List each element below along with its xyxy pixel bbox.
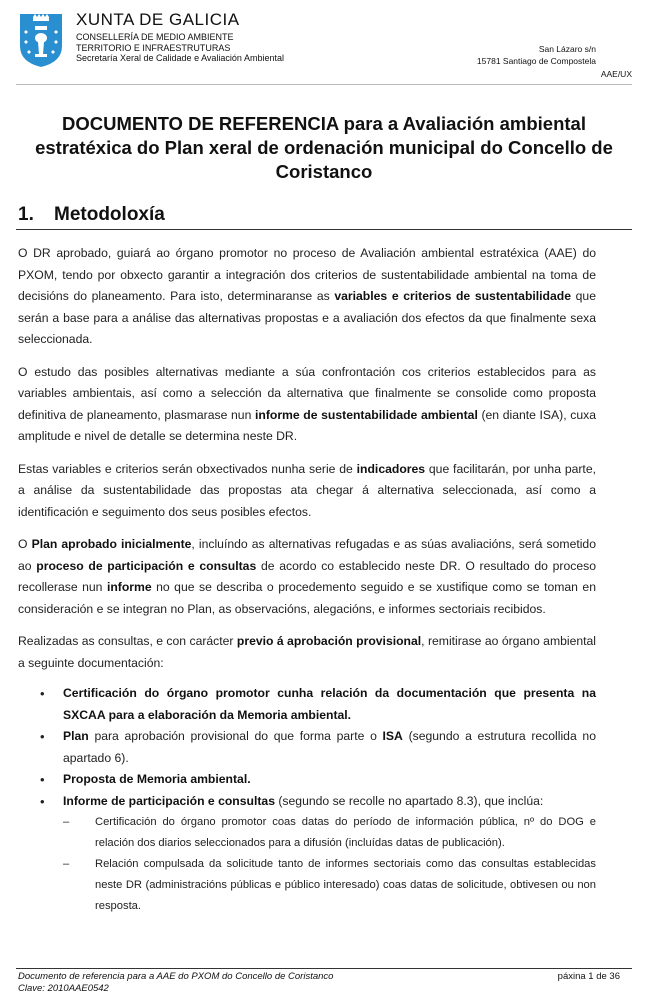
bold-text: ISA <box>382 729 403 743</box>
xunta-shield-logo <box>18 12 64 68</box>
document-code: AAE/UX <box>600 69 632 79</box>
bold-text: informe de sustentabilidade ambiental <box>254 407 478 422</box>
bullet-item <box>18 726 596 769</box>
paragraph <box>18 631 596 674</box>
paragraph <box>18 243 596 351</box>
paragraph <box>18 459 596 524</box>
bold-text: Informe de participación e consultas <box>63 793 275 808</box>
footer-line: Documento de referencia para a AAE do PXOM do Concello de Coristanco <box>18 971 334 982</box>
department-line: CONSELLERÍA DE MEDIO AMBIENTE <box>76 32 234 42</box>
bold-text: Plan <box>63 729 89 743</box>
footer-line: Clave: 2010AAE0542 <box>18 983 109 994</box>
section-number: 1. <box>18 204 34 225</box>
paragraph <box>18 534 596 620</box>
department-line: TERRITORIO E INFRAESTRUTURAS <box>76 42 231 53</box>
sub-list <box>63 812 596 917</box>
bold-text: Proposta de Memoria ambiental. <box>63 772 251 786</box>
text: que facilitarán, por unha parte, a análise da sustentabilidade das propostas ata chegar á alternativa seleccionada, así como a identificación e seguimento dos seus posibles efectos. <box>18 461 596 519</box>
address-line: 15781 Santiago de Compostela <box>476 56 596 66</box>
address-block <box>477 43 596 67</box>
text: , incluíndo as alternativas refugadas e as súas avaliacións, será sometido ao <box>18 537 596 573</box>
bullet-item <box>18 769 596 791</box>
text: O DR aprobado, guiará ao órgano promotor no proceso de Avaliación ambiental estratéxica (AAE) do PXOM, tendo por obxecto garantir a integración dos criterios de sustentabilidade ambiental na toma de decisións do planeamento. Para isto, determinaranse as <box>18 246 596 303</box>
bold-text: previo á aprobación provisional <box>236 634 422 648</box>
text: (en diante ISA), cuxa amplitude e nivel de detalle se determina neste DR. <box>18 407 596 443</box>
department-block <box>76 32 284 64</box>
section-heading <box>18 204 165 226</box>
document-title <box>16 112 632 184</box>
bullet-item <box>18 683 596 726</box>
title-bold: DOCUMENTO DE REFERENCIA <box>62 113 339 134</box>
title-rest: para a Avaliación ambiental estratéxica do Plan xeral de ordenación municipal do Concello de Coristanco <box>35 113 613 182</box>
paragraph <box>18 362 596 448</box>
text: Realizadas as consultas, e con carácter <box>18 634 237 648</box>
bold-text: proceso de participación e consultas <box>36 558 257 573</box>
text: para aprobación provisional do que forma parte o <box>88 729 383 743</box>
footer-reference <box>18 971 333 995</box>
bullet-item <box>18 791 596 918</box>
org-name: XUNTA DE GALICIA <box>76 10 240 29</box>
text: que serán a base para a análise das alternativas propostas e a avaliación dos efectos da que finalmente sexa seleccionada. <box>18 289 596 346</box>
text: (segundo a estrutura recollida no apartado 6). <box>63 729 596 765</box>
text: O <box>18 537 32 551</box>
bold-text: informe <box>106 580 152 594</box>
bold-text: Certificación do órgano promotor cunha relación da documentación que presenta na SXCAA para a elaboración da Memoria ambiental. <box>63 686 596 722</box>
bullet-list <box>18 683 596 917</box>
bold-text: Plan aprobado inicialmente <box>31 537 192 551</box>
body-text <box>18 243 596 917</box>
bold-text: indicadores <box>356 461 426 476</box>
section-divider <box>16 229 632 230</box>
text: no que se describa o procedemento seguido e se xustifique como se toman en consideración e se integran no Plan, as observacións, alegacións, e informes sectoriais recibidos. <box>18 580 596 616</box>
header-divider <box>16 84 632 85</box>
section-title: Metodoloxía <box>54 204 165 225</box>
text: (segundo se recolle no apartado 8.3), que inclúa: <box>274 793 544 808</box>
address-line: San Lázaro s/n <box>538 44 596 54</box>
footer-divider <box>16 968 632 969</box>
text: , remitirase ao órgano ambiental a seguinte documentación: <box>18 634 597 670</box>
text: de acordo co establecido neste DR. O resultado do proceso recollerase nun <box>18 558 596 594</box>
text: Estas variables e criterios serán obxectivados nunha serie de <box>18 461 357 476</box>
bold-text: variables e criterios de sustentabilidade <box>334 289 572 303</box>
sub-item: – Certificación do órgano promotor coas datas do período de información pública, nº do DOG e relación dos diarios seleccionados para a difusión (incluídas datas de publicación). <box>63 812 596 854</box>
sub-item: – Relación compulsada da solicitude tanto de informes sectoriais como das consultas establecidas neste DR (administracións públicas e público interesado) coas datas de solicitude, obtivesen ou non resposta. <box>63 854 596 917</box>
page-number: páxina 1 de 36 <box>557 971 620 982</box>
text: O estudo das posibles alternativas mediante a súa confrontación cos criterios establecidos para as variables ambientais, así como a selección da alternativa que finalmente se consolide como proposta definitiva de planeamento, plasmarase nun <box>18 364 596 422</box>
department-line: Secretaría Xeral de Calidade e Avaliación Ambiental <box>76 53 284 63</box>
